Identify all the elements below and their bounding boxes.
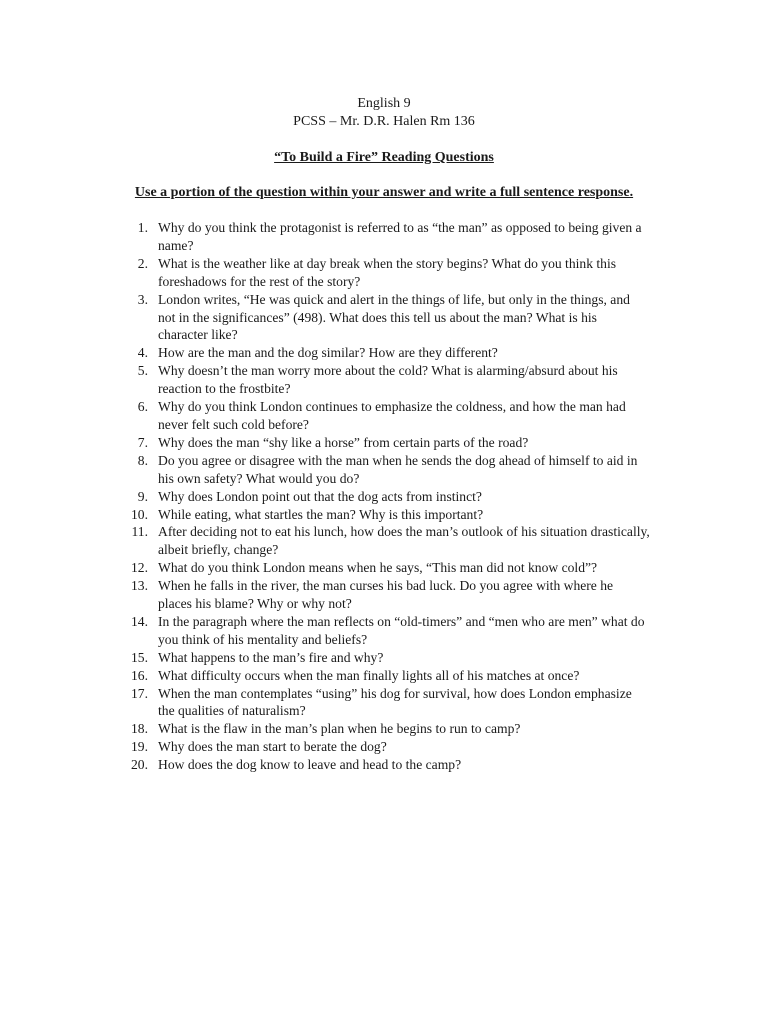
question-text: What is the flaw in the man’s plan when he begins to run to camp? bbox=[158, 721, 521, 737]
question-item bbox=[0, 613, 650, 649]
question-number: 9. bbox=[137, 488, 148, 504]
question-item bbox=[0, 720, 650, 738]
question-number: 8. bbox=[137, 452, 148, 468]
question-number: 16. bbox=[131, 667, 148, 683]
question-number: 3. bbox=[137, 291, 148, 307]
question-item bbox=[0, 523, 650, 559]
course-name: English 9 bbox=[357, 96, 411, 111]
question-number: 6. bbox=[137, 399, 148, 415]
question-number: 17. bbox=[131, 685, 148, 701]
question-item bbox=[0, 488, 650, 506]
question-item bbox=[0, 649, 650, 667]
question-text: Why does the man start to berate the dog? bbox=[158, 739, 387, 755]
question-item bbox=[0, 344, 650, 362]
question-number: 20. bbox=[131, 757, 148, 773]
teacher-line: PCSS – Mr. D.R. Halen Rm 136 bbox=[293, 114, 475, 129]
question-text: Why does London point out that the dog acts from instinct? bbox=[158, 488, 482, 504]
question-list bbox=[0, 219, 768, 774]
question-text: Why do you think London continues to emphasize the coldness, and how the man had never felt such cold before? bbox=[158, 399, 626, 432]
question-text: London writes, “He was quick and alert in the things of life, but only in the things, and not in the significances” (498). What does this tell us about the man? What is his character like? bbox=[158, 291, 630, 343]
question-item bbox=[0, 291, 650, 345]
question-item bbox=[0, 255, 650, 291]
instructions: Use a portion of the question within your answer and write a full sentence response. bbox=[134, 185, 634, 200]
question-item bbox=[0, 738, 650, 756]
question-number: 10. bbox=[131, 506, 148, 522]
question-text: How are the man and the dog similar? How are they different? bbox=[158, 345, 498, 361]
question-item bbox=[0, 398, 650, 434]
question-text: How does the dog know to leave and head to the camp? bbox=[158, 757, 462, 773]
question-text: When he falls in the river, the man curses his bad luck. Do you agree with where he places his blame? Why or why not? bbox=[158, 578, 614, 612]
document-title: “To Build a Fire” Reading Questions bbox=[274, 150, 494, 165]
question-item bbox=[0, 362, 650, 398]
question-number: 5. bbox=[137, 363, 148, 379]
question-number: 15. bbox=[131, 649, 148, 665]
question-text: What happens to the man’s fire and why? bbox=[158, 649, 384, 665]
question-item bbox=[0, 667, 650, 685]
question-item bbox=[0, 685, 650, 721]
question-text: What is the weather like at day break when the story begins? What do you think this foreshadows for the rest of the story? bbox=[158, 255, 617, 289]
question-number: 19. bbox=[131, 739, 148, 755]
question-number: 14. bbox=[131, 613, 148, 629]
question-number: 11. bbox=[131, 524, 148, 540]
question-item bbox=[0, 756, 650, 774]
question-text: While eating, what startles the man? Why is this important? bbox=[158, 506, 484, 522]
question-number: 7. bbox=[137, 434, 148, 450]
question-item bbox=[0, 559, 650, 577]
question-text: When the man contemplates “using” his dog for survival, how does London emphasize the qualities of naturalism? bbox=[158, 685, 632, 719]
question-text: What do you think London means when he says, “This man did not know cold”? bbox=[158, 560, 598, 576]
question-number: 13. bbox=[131, 578, 148, 594]
question-item bbox=[0, 577, 650, 613]
question-number: 1. bbox=[137, 220, 148, 235]
question-number: 12. bbox=[131, 560, 148, 576]
question-number: 2. bbox=[137, 255, 148, 271]
question-number: 4. bbox=[137, 345, 148, 361]
question-text: Why does the man “shy like a horse” from certain parts of the road? bbox=[158, 434, 529, 450]
question-text: Why doesn’t the man worry more about the cold? What is alarming/absurd about his reaction to the frostbite? bbox=[158, 363, 618, 397]
question-item bbox=[0, 506, 650, 524]
question-item bbox=[0, 219, 650, 255]
question-item bbox=[0, 452, 650, 488]
question-text: What difficulty occurs when the man finally lights all of his matches at once? bbox=[158, 667, 580, 683]
question-text: Do you agree or disagree with the man when he sends the dog ahead of himself to aid in his own safety? What would you do? bbox=[158, 452, 638, 486]
question-number: 18. bbox=[131, 721, 148, 737]
question-text: After deciding not to eat his lunch, how does the man’s outlook of his situation drastically, albeit briefly, change? bbox=[158, 524, 650, 558]
question-text: In the paragraph where the man reflects on “old-timers” and “men who are men” what do you think of his mentality and beliefs? bbox=[158, 613, 645, 647]
question-text: Why do you think the protagonist is referred to as “the man” as opposed to being given a name? bbox=[158, 220, 642, 253]
question-item bbox=[0, 434, 650, 452]
